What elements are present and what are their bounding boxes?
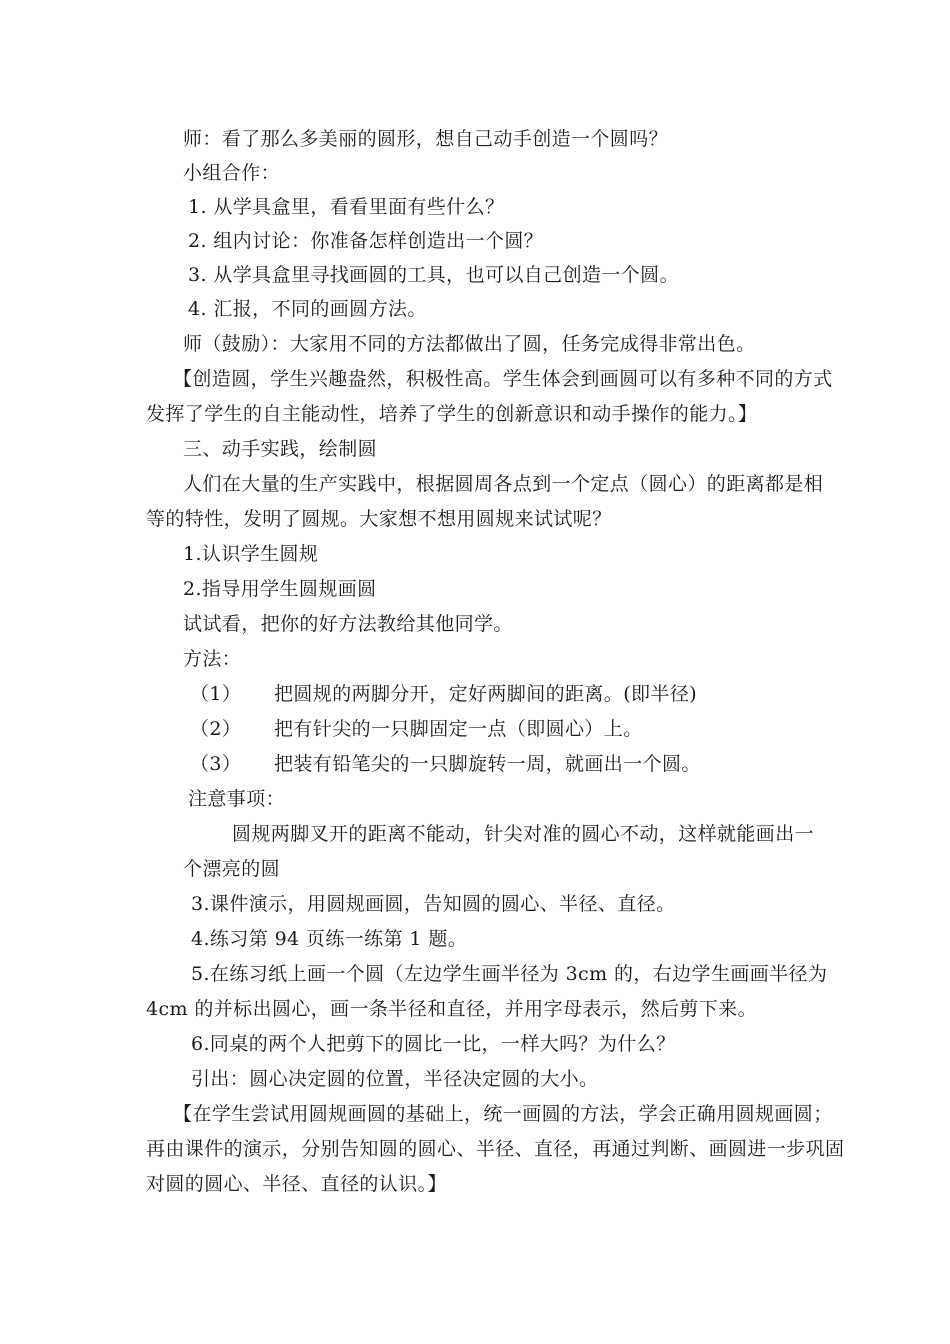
activity-item-3: 3.课件演示，用圆规画圆，告知圆的圆心、半径、直径。 <box>191 893 676 915</box>
activity-item-5-line-1: 5.在练习纸上画一个圆（左边学生画半径为 3cm 的，右边学生画画半径为 <box>191 963 828 985</box>
method-step-3 <box>190 751 701 777</box>
cooperation-step-4: 4. 汇报，不同的画圆方法。 <box>188 298 427 320</box>
activity-item-4: 4.练习第 94 页练一练第 1 题。 <box>191 928 468 950</box>
summary-note-line-2: 再由课件的演示，分别告知圆的圆心、半径、直径，再通过判断、画圆进一步巩固 <box>146 1138 845 1160</box>
method-step-2-marker: （2） <box>190 718 242 740</box>
conclusion-line: 引出：圆心决定圆的位置，半径决定圆的大小。 <box>191 1068 599 1090</box>
method-step-3-text: 把装有铅笔尖的一只脚旋转一周，就画出一个圆。 <box>274 753 701 775</box>
cooperation-step-1: 1. 从学具盒里，看看里面有些什么？ <box>188 196 505 218</box>
reflection-note-line-2: 发挥了学生的自主能动性，培养了学生的创新意识和动手操作的能力。】 <box>146 403 758 425</box>
method-step-1-text: 把圆规的两脚分开，定好两脚间的距离。(即半径) <box>274 683 698 705</box>
method-heading: 方法： <box>183 648 242 670</box>
activity-item-6: 6.同桌的两个人把剪下的圆比一比，一样大吗？为什么？ <box>191 1033 676 1055</box>
teacher-question-line: 师：看了那么多美丽的圆形，想自己动手创造一个圆吗？ <box>183 128 669 150</box>
caution-line-1: 圆规两脚叉开的距离不能动，针尖对准的圆心不动，这样就能画出一 <box>232 823 815 845</box>
cooperation-step-3: 3. 从学具盒里寻找画圆的工具，也可以自己创造一个圆。 <box>188 264 679 286</box>
group-cooperation-heading: 小组合作： <box>183 162 281 184</box>
method-step-1-marker: （1） <box>190 683 242 705</box>
summary-note-line-1: 【在学生尝试用圆规画圆的基础上，统一画圆的方法，学会正确用圆规画圆； <box>173 1103 833 1125</box>
reflection-note-line-1: 【创造圆，学生兴趣盎然，积极性高。学生体会到画圆可以有多种不同的方式 <box>173 368 833 390</box>
method-step-2-text: 把有针尖的一只脚固定一点（即圆心）上。 <box>274 718 643 740</box>
try-it-line: 试试看，把你的好方法教给其他同学。 <box>183 613 513 635</box>
cooperation-step-2: 2. 组内讨论：你准备怎样创造出一个圆？ <box>188 230 544 252</box>
activity-item-2: 2.指导用学生圆规画圆 <box>183 578 377 600</box>
caution-line-2: 个漂亮的圆 <box>183 858 281 880</box>
method-step-2 <box>190 716 643 742</box>
summary-note-line-3: 对圆的圆心、半径、直径的认识。】 <box>146 1173 447 1195</box>
teacher-encouragement-line: 师（鼓励）：大家用不同的方法都做出了圆，任务完成得非常出色。 <box>183 333 756 355</box>
cautions-heading: 注意事项： <box>188 788 286 810</box>
activity-item-1: 1.认识学生圆规 <box>183 543 319 565</box>
compass-intro-line-2: 等的特性，发明了圆规。大家想不想用圆规来试试呢？ <box>146 508 612 530</box>
activity-item-5-line-2: 4cm 的并标出圆心，画一条半径和直径，并用字母表示，然后剪下来。 <box>146 998 757 1020</box>
section-heading-drawing: 三、动手实践，绘制圆 <box>183 438 378 460</box>
method-step-1 <box>190 681 697 707</box>
method-step-3-marker: （3） <box>190 753 242 775</box>
compass-intro-line-1: 人们在大量的生产实践中，根据圆周各点到一个定点（圆心）的距离都是相 <box>183 473 824 495</box>
